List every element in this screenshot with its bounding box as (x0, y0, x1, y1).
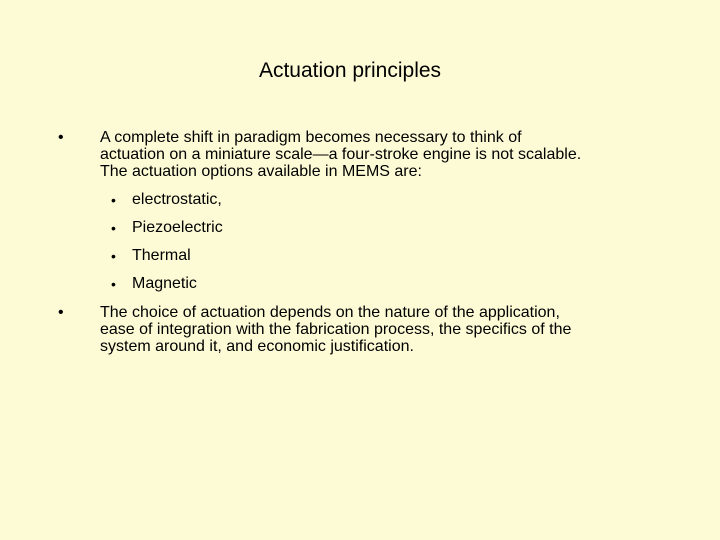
sub-bullet-marker: • (111, 220, 116, 236)
bullet-marker: • (58, 304, 64, 321)
bullet-marker: • (58, 129, 64, 146)
sub-bullet-text: electrostatic, (132, 191, 222, 208)
sub-bullet-marker: • (111, 192, 116, 208)
sub-bullet-text: Piezoelectric (132, 219, 223, 236)
bullet-text: The choice of actuation depends on the nature of the application, ease of integration with the fabrication process, the specifics of the system around it, and economic justification. (100, 304, 572, 355)
sub-bullet-text: Thermal (132, 247, 191, 264)
slide-title: Actuation principles (258, 59, 442, 82)
sub-bullet-text: Magnetic (132, 275, 197, 292)
sub-bullet-marker: • (111, 276, 116, 292)
sub-bullet-marker: • (111, 248, 116, 264)
bullet-text: A complete shift in paradigm becomes necessary to think of actuation on a miniature scale—a four-stroke engine is not scalable. The actuation options available in MEMS are: (100, 129, 582, 180)
